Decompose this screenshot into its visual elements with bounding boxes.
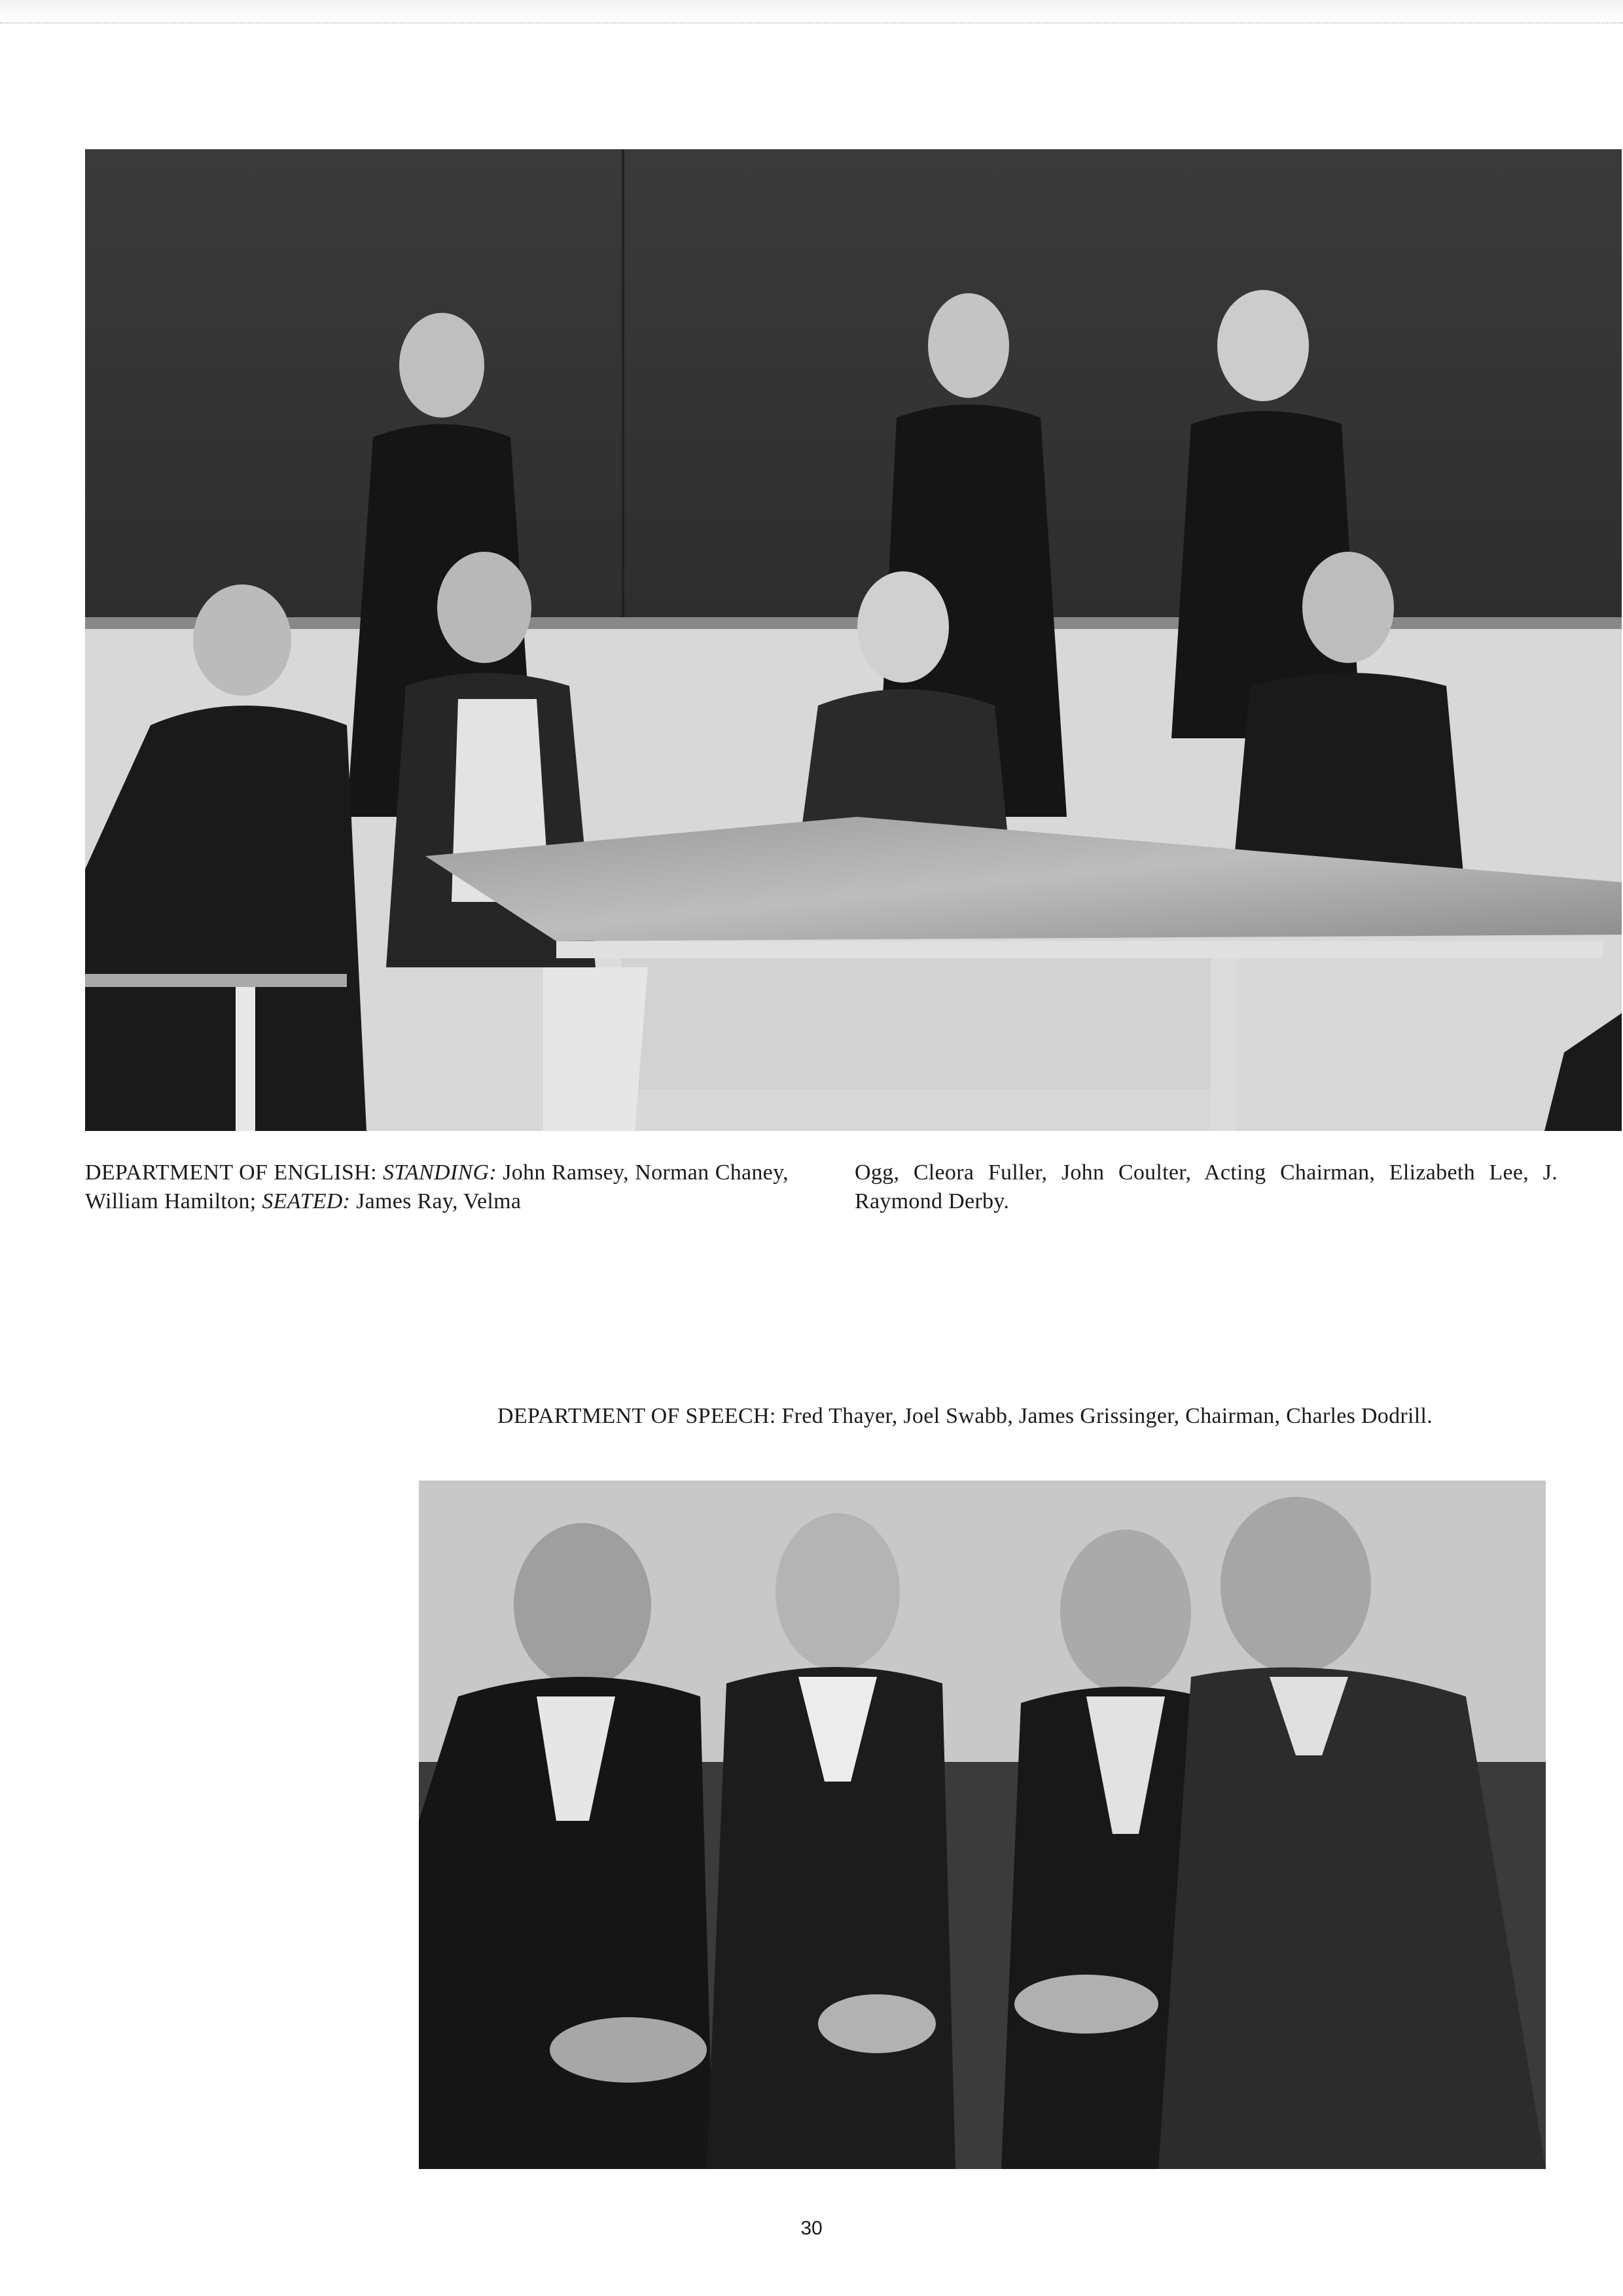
scan-edge-artifact	[0, 0, 1623, 24]
page-number: 30	[800, 2217, 823, 2239]
english-caption-seated: SEATED:	[262, 1189, 351, 1213]
speech-caption: DEPARTMENT OF SPEECH: Fred Thayer, Joel Swabb, James Grissinger, Chairman, Charles Dodrill.	[497, 1404, 1433, 1428]
english-caption-seated-names: James Ray, Velma	[356, 1189, 522, 1213]
english-caption-label: DEPARTMENT OF ENGLISH:	[85, 1160, 377, 1185]
english-caption-standing-names: John Ramsey, Norman Chaney, William Hamilton;	[85, 1160, 789, 1213]
english-photo-illustration	[85, 149, 1622, 1131]
english-caption-left	[85, 1158, 789, 1216]
speech-department-photo	[419, 1480, 1546, 2169]
english-caption-standing: STANDING:	[383, 1160, 497, 1185]
english-department-photo	[85, 149, 1622, 1131]
speech-photo-illustration	[419, 1480, 1546, 2169]
english-caption-right: Ogg, Cleora Fuller, John Coulter, Acting Chairman, Elizabeth Lee, J. Raymond Derby.	[855, 1160, 1558, 1213]
